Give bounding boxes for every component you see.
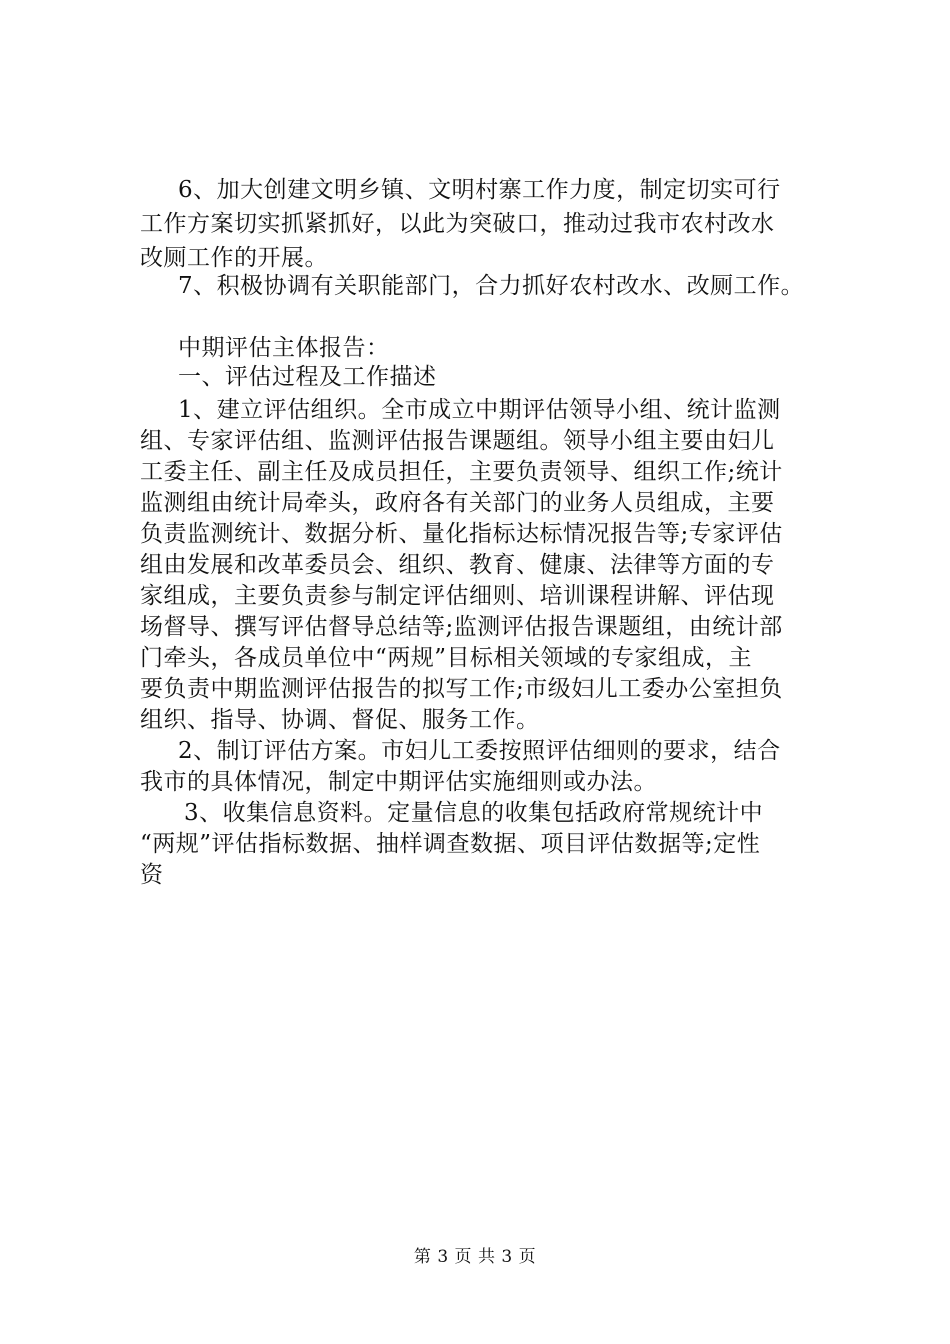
paragraph-line: 要负责中期监测评估报告的拟写工作;市级妇儿工委办公室担负 <box>140 676 783 702</box>
section-subheading: 一、评估过程及工作描述 <box>178 364 437 390</box>
paragraph-line: 组、专家评估组、监测评估报告课题组。领导小组主要由妇儿 <box>140 428 775 454</box>
paragraph-line: 工委主任、副主任及成员担任，主要负责领导、组织工作;统计 <box>140 459 783 485</box>
paragraph-line: 监测组由统计局牵头，政府各有关部门的业务人员组成，主要 <box>140 490 775 516</box>
section-heading: 中期评估主体报告： <box>178 335 390 361</box>
paragraph-line: 资 <box>140 862 164 888</box>
paragraph-line: 组由发展和改革委员会、组织、教育、健康、法律等方面的专 <box>140 552 775 578</box>
paragraph-line: 工作方案切实抓紧抓好，以此为突破口，推动过我市农村改水 <box>140 211 775 237</box>
paragraph-line: 组织、指导、协调、督促、服务工作。 <box>140 707 540 733</box>
paragraph-line: 6、加大创建文明乡镇、文明村寨工作力度，制定切实可行 <box>178 177 781 203</box>
paragraph-line: 3、收集信息资料。定量信息的收集包括政府常规统计中 <box>184 800 764 826</box>
paragraph-line: 家组成，主要负责参与制定评估细则、培训课程讲解、评估现 <box>140 583 775 609</box>
paragraph-line: 门牵头，各成员单位中“两规”目标相关领域的专家组成，主 <box>140 645 753 671</box>
paragraph-line: 7、积极协调有关职能部门，合力抓好农村改水、改厕工作。 <box>178 273 805 299</box>
page-footer: 第 3 页 共 3 页 <box>413 1247 537 1267</box>
paragraph-line: 负责监测统计、数据分析、量化指标达标情况报告等;专家评估 <box>140 521 783 547</box>
paragraph-line: 改厕工作的开展。 <box>140 245 328 271</box>
paragraph-line: 2、制订评估方案。市妇儿工委按照评估细则的要求，结合 <box>178 738 781 764</box>
paragraph-line: “两规”评估指标数据、抽样调查数据、项目评估数据等;定性 <box>140 831 761 857</box>
paragraph-line: 1、建立评估组织。全市成立中期评估领导小组、统计监测 <box>178 397 781 423</box>
paragraph-line: 场督导、撰写评估督导总结等;监测评估报告课题组，由统计部 <box>140 614 783 640</box>
paragraph-line: 我市的具体情况，制定中期评估实施细则或办法。 <box>140 769 657 795</box>
